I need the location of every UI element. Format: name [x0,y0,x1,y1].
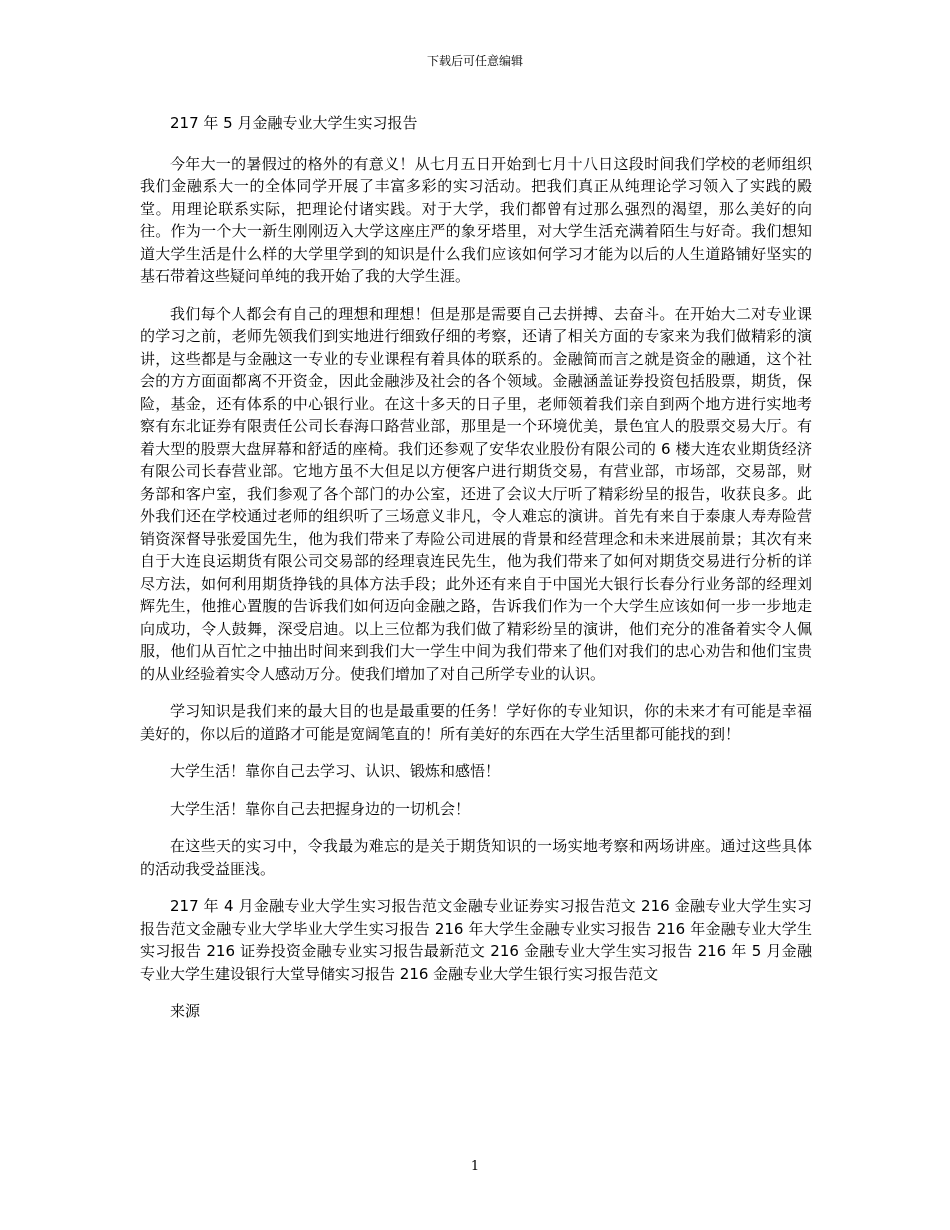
paragraph-reflection: 在这些天的实习中，令我最为难忘的是关于期货知识的一场实地考察和两场讲座。通过这些具体的活动我受益匪浅。 [140,837,812,878]
paragraph-learning-goal: 学习知识是我们来的最大目的也是最重要的任务！学好你的专业知识，你的未来才有可能是幸福美好的，你以后的道路才可能是宽阔笔直的！所有美好的东西在大学生活里都可能找的到！ [140,702,812,743]
paragraph-intro: 今年大一的暑假过的格外的有意义！从七月五日开始到七月十八日这段时间我们学校的老师组织我们金融系大一的全体同学开展了丰富多彩的实习活动。把我们真正从纯理论学习领入了实践的殿堂。用理论联系实际，把理论付诸实践。对于大学，我们都曾有过那么强烈的渴望，那么美好的向往。作为一个大一新生刚刚迈入大学这座庄严的象牙塔里，对大学生活充满着陌生与好奇。我们想知道大学生活是什么样的大学里学到的知识是什么我们应该如何学习才能为以后的人生道路铺好坚实的基石带着这些疑问单纯的我开始了我的大学生涯。 [140,154,812,285]
page-header: 下载后可任意编辑 [426,54,523,68]
paragraph-motto-1: 大学生活！靠你自己去学习、认识、锻炼和感悟！ [170,762,501,780]
page-number: 1 [470,1159,480,1174]
paragraph-related-reports: 217 年 4 月金融专业大学生实习报告范文金融专业证券实习报告范文 216 金融专业大学生实习报告范文金融专业大学毕业大学生实习报告 216 年大学生金融专业实习报告 216 年金融专业大学生实习报告 216 证券投资金融专业实习报告最新范文 216 金融专业大学生实习报告 216 年 5 月金融专业大学生建设银行大堂导储实习报告 216 金融专业大学生银行实习报告范文 [140,897,812,983]
document-body [140,112,812,1038]
paragraph-motto-2: 大学生活！靠你自己去把握身边的一切机会！ [170,799,471,818]
paragraph-source: 来源 [170,1002,201,1020]
document-title: 217 年 5 月金融专业大学生实习报告 [170,114,418,132]
paragraph-internship-details: 我们每个人都会有自己的理想和理想！但是那是需要自己去拼搏、去奋斗。在开始大二对专业课的学习之前，老师先领我们到实地进行细致仔细的考察，还请了相关方面的专家来为我们做精彩的演讲，这些都是与金融这一专业的专业课程有着具体的联系的。金融简而言之就是资金的融通，这个社会的方方面面都离不开资金，因此金融涉及社会的各个领域。金融涵盖证券投资包括股票，期货，保险，基金，还有体系的中心银行业。在这十多天的日子里，老师领着我们亲自到两个地方进行实地考察有东北证券有限责任公司长春海口路营业部，那里是一个环境优美，景色宜人的股票交易大厅。有着大型的股票大盘屏幕和舒适的座椅。我们还参观了安华农业股份有限公司的 6 楼大连农业期货经济有限公司长春营业部。它地方虽不大但足以方便客户进行期货交易，有营业部，市场部，交易部，财务部和客户室，我们参观了各个部门的办公室，还进了会议大厅听了精彩纷呈的报告，收获良多。此外我们还在学校通过老师的组织听了三场意义非凡，令人难忘的演讲。首先有来自于泰康人寿寿险营销资深督导张爱国先生，他为我们带来了寿险公司进展的背景和经营理念和未来进展前景；其次有来自于大连良运期货有限公司交易部的经理袁连民先生，他为我们带来了如何对期货交易进行分析的详尽方法，如何利用期货挣钱的具体方法手段；此外还有来自于中国光大银行长春分行业务部的经理刘辉先生，他推心置腹的告诉我们如何迈向金融之路，告诉我们作为一个大学生应该如何一步一步地走向成功，令人鼓舞，深受启迪。以上三位都为我们做了精彩纷呈的演讲，他们充分的准备着实令人佩服，他们从百忙之中抽出时间来到我们大一学生中间为我们带来了他们对我们的忠心劝告和他们宝贵的从业经验着实令人感动万分。使我们增加了对自己所学专业的认识。 [140,304,812,683]
